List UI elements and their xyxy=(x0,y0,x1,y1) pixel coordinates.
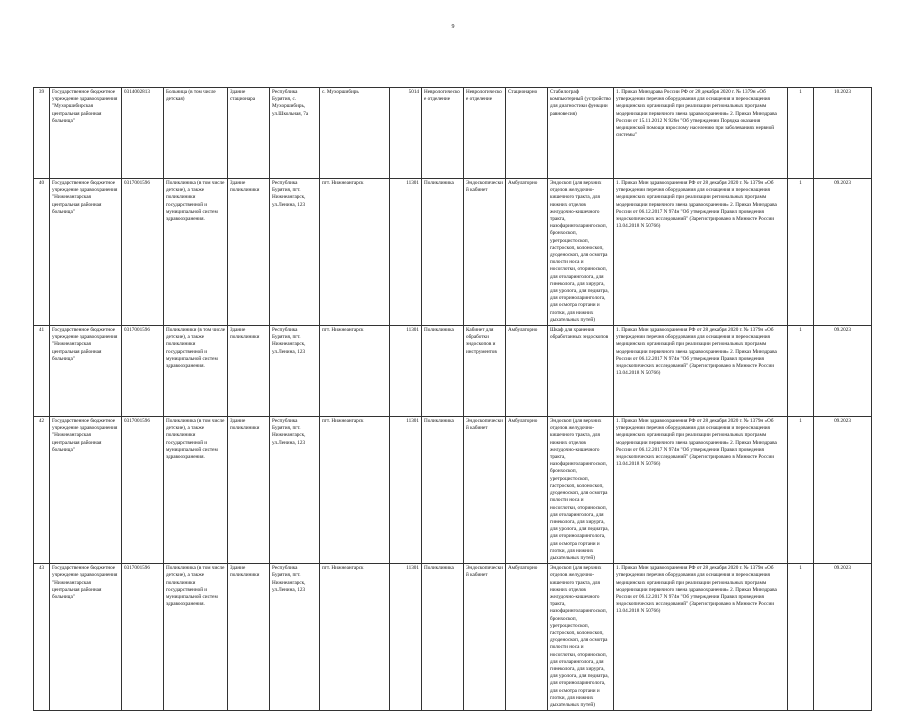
date-cell: 09.2023 xyxy=(814,417,872,564)
unit-cell: Поликлиника xyxy=(422,179,464,326)
building-cell: Здание поликлиники xyxy=(228,564,270,711)
code-cell: 5014 xyxy=(390,88,422,179)
quantity-cell: 1 xyxy=(788,564,814,711)
quantity-cell: 1 xyxy=(788,326,814,417)
inn-cell: 0317001596 xyxy=(122,564,164,711)
table-row xyxy=(34,88,872,179)
table-row xyxy=(34,417,872,564)
equipment-cell: Эндоскоп (для верхних отделов желудочно-кишечного тракта, для нижних отделов желудочно-кишечного тракта, назофаринголарингоскоп, бронхоскоп, уретроцистоскоп, гастроскоп, колоноскоп, дуоденоскоп, для осмотра полости носа и носоглотки, оториноскоп, для отоларинголога, для гинеколога, для хирурга, для уролога, для педиатра, для оториноларинголога, для осмотра гортани и глотки, для нижних дыхательных путей) xyxy=(548,564,614,711)
table-row xyxy=(34,179,872,326)
date-cell: 10.2023 xyxy=(814,88,872,179)
legal-basis-cell: 1. Приказ Мин здравоохранения РФ от 28 декабря 2020 г. № 1379н «Об утверждении перечня оборудования для оснащения и переоснащения медицинских организаций при реализации региональных программ модернизации первичного звена здравоохранения» 2. Приказ Минздрава России от 06.12.2017 N 974н "Об утверждении Правил проведения эндоскопических исследований" (Зарегистрировано в Минюсте России 13.04.2018 N 50766) xyxy=(614,326,788,417)
care-type-cell: Амбулаторно xyxy=(506,417,548,564)
locality-cell: с. Мухоршибирь xyxy=(320,88,390,179)
row-number-cell: 42 xyxy=(34,417,50,564)
care-type-cell: Амбулаторно xyxy=(506,179,548,326)
equipment-cell: Шкаф для хранения обработанных эндоскопов xyxy=(548,326,614,417)
row-number-cell: 40 xyxy=(34,179,50,326)
equipment-cell: Эндоскоп (для верхних отделов желудочно-кишечного тракта, для нижних отделов желудочно-кишечного тракта, назофаринголарингоскоп, бронхоскоп, уретроцистоскоп, гастроскоп, колоноскоп, дуоденоскоп, для осмотра полости носа и носоглотки, оториноскоп, для отоларинголога, для гинеколога, для хирурга, для уролога, для педиатра, для оториноларинголога, для осмотра гортани и глотки, для нижних дыхательных путей) xyxy=(548,417,614,564)
table-row xyxy=(34,326,872,417)
building-cell: Здание поликлиники xyxy=(228,417,270,564)
locality-cell: пгт. Нижнеангарск xyxy=(320,326,390,417)
locality-cell: пгт. Нижнеангарск xyxy=(320,179,390,326)
row-number-cell: 43 xyxy=(34,564,50,711)
building-cell: Здание поликлиники xyxy=(228,179,270,326)
address-cell: Республика Бурятия, пгт. Нижнеангарск, ул.Ленина, 123 xyxy=(270,564,320,711)
organization-cell: Государственное бюджетное учреждение здравоохранения "Нижнеангарская центральная районная больница" xyxy=(50,417,122,564)
subunit-cell: Неврологическое отделение xyxy=(464,88,506,179)
address-cell: Республика Бурятия, пгт. Нижнеангарск, ул.Ленина, 123 xyxy=(270,326,320,417)
facility-type-cell: Поликлиника (в том числе детские), а также поликлиники государственной и муниципальной систем здравоохранения. xyxy=(164,179,228,326)
legal-basis-cell: 1. Приказ Мин здравоохранения РФ от 28 декабря 2020 г. № 1379н «Об утверждении перечня оборудования для оснащения и переоснащения медицинских организаций при реализации региональных программ модернизации первичного звена здравоохранения» 2. Приказ Минздрава России от 06.12.2017 N 974н "Об утверждении Правил проведения эндоскопических исследований" (Зарегистрировано в Минюсте России 13.04.2018 N 50766) xyxy=(614,564,788,711)
quantity-cell: 1 xyxy=(788,88,814,179)
care-type-cell: Амбулаторно xyxy=(506,564,548,711)
unit-cell: Поликлиника xyxy=(422,417,464,564)
code-cell: 11301 xyxy=(390,326,422,417)
quantity-cell: 1 xyxy=(788,417,814,564)
date-cell: 09.2023 xyxy=(814,179,872,326)
equipment-cell: Стабилограф компьютерный (устройство для диагностики функции равновесия) xyxy=(548,88,614,179)
row-number-cell: 39 xyxy=(34,88,50,179)
organization-cell: Государственное бюджетное учреждение здравоохранения "Мухоршибирская центральная районная больница" xyxy=(50,88,122,179)
unit-cell: Поликлиника xyxy=(422,564,464,711)
facility-type-cell: Поликлиники (в том числе детские), а также поликлиники государственной и муниципальной систем здравоохранения. xyxy=(164,326,228,417)
building-cell: Здание стационара xyxy=(228,88,270,179)
legal-basis-cell: 1. Приказ Мин здравоохранения РФ от 28 декабря 2020 г. № 1379н «Об утверждении перечня оборудования для оснащения и переоснащения медицинских организаций при реализации региональных программ модернизации первичного звена здравоохранения» 2. Приказ Минздрава России от 06.12.2017 N 974н "Об утверждении Правил проведения эндоскопических исследований" (Зарегистрировано в Минюсте России 13.04.2018 N 50766) xyxy=(614,417,788,564)
inn-cell: 0317001596 xyxy=(122,417,164,564)
locality-cell: пгт. Нижнеангарск xyxy=(320,417,390,564)
organization-cell: Государственное бюджетное учреждение здравоохранения "Нижнеангарская центральная районная больница" xyxy=(50,179,122,326)
facility-type-cell: Больница (в том числе детская) xyxy=(164,88,228,179)
page-number: 9 xyxy=(451,24,455,30)
address-cell: Республика Бурятия, с. Мухоршибирь, ул.Школьная, 7а xyxy=(270,88,320,179)
care-type-cell: Стационарно xyxy=(506,88,548,179)
row-number-cell: 41 xyxy=(34,326,50,417)
building-cell: Здание поликлиники xyxy=(228,326,270,417)
quantity-cell: 1 xyxy=(788,179,814,326)
unit-cell: Неврологическое отделение xyxy=(422,88,464,179)
unit-cell: Поликлиника xyxy=(422,326,464,417)
subunit-cell: Эндоскопический кабинет xyxy=(464,564,506,711)
subunit-cell: Эндоскопический кабинет xyxy=(464,417,506,564)
organization-cell: Государственное бюджетное учреждение здравоохранения "Нижнеангарская центральная районная больница" xyxy=(50,326,122,417)
address-cell: Республика Бурятия, пгт. Нижнеангарск, ул.Ленина, 123 xyxy=(270,179,320,326)
locality-cell: пгт. Нижнеангарск xyxy=(320,564,390,711)
address-cell: Республика Бурятия, пгт. Нижнеангарск, ул.Ленина, 123 xyxy=(270,417,320,564)
legal-basis-cell: 1. Приказ Мин здравоохранения РФ от 28 декабря 2020 г. № 1379н «Об утверждении перечня оборудования для оснащения и переоснащения медицинских организаций при реализации региональных программ модернизации первичного звена здравоохранения» 2. Приказ Минздрава России от 06.12.2017 N 974н "Об утверждении Правил проведения эндоскопических исследований" (Зарегистрировано в Минюсте России 13.04.2018 N 50766) xyxy=(614,179,788,326)
inn-cell: 0317001596 xyxy=(122,179,164,326)
equipment-registry-table xyxy=(33,87,872,711)
subunit-cell: Эндоскопический кабинет xyxy=(464,179,506,326)
code-cell: 11301 xyxy=(390,417,422,564)
code-cell: 11301 xyxy=(390,179,422,326)
date-cell: 09.2023 xyxy=(814,564,872,711)
code-cell: 11301 xyxy=(390,564,422,711)
equipment-cell: Эндоскоп (для верхних отделов желудочно-кишечного тракта, для нижних отделов желудочно-кишечного тракта, назофаринголарингоскоп, бронхоскоп, уретроцистоскоп, гастроскоп, колоноскоп, дуоденоскоп, для осмотра полости носа и носоглотки, оториноскоп, для отоларинголога, для гинеколога, для хирурга, для уролога, для педиатра, для оториноларинголога, для осмотра гортани и глотки, для нижних дыхательных путей) xyxy=(548,179,614,326)
care-type-cell: Амбулаторно xyxy=(506,326,548,417)
date-cell: 09.2023 xyxy=(814,326,872,417)
legal-basis-cell: 1. Приказ Минздрава России РФ от 28 декабря 2020 г. № 1379н «Об утверждении перечня оборудования для оснащения и переоснащения медицинских организаций при реализации региональных программ модернизации первичного звена здравоохранения» 2. Приказ Минздрава России от 15.11.2012 N 926н "Об утверждении Порядка оказания медицинской помощи взрослому населению при заболеваниях нервной системы" xyxy=(614,88,788,179)
table-row xyxy=(34,564,872,711)
subunit-cell: Кабинет для обработки эндоскопов и инструментов xyxy=(464,326,506,417)
facility-type-cell: Поликлиника (в том числе детские), а также поликлиники государственной и муниципальной систем здравоохранения. xyxy=(164,417,228,564)
inn-cell: 0317001596 xyxy=(122,326,164,417)
facility-type-cell: Поликлиника (в том числе детские), а также поликлиники государственной и муниципальной систем здравоохранения. xyxy=(164,564,228,711)
inn-cell: 0314002813 xyxy=(122,88,164,179)
organization-cell: Государственное бюджетное учреждение здравоохранения "Нижнеангарская центральная районная больница" xyxy=(50,564,122,711)
